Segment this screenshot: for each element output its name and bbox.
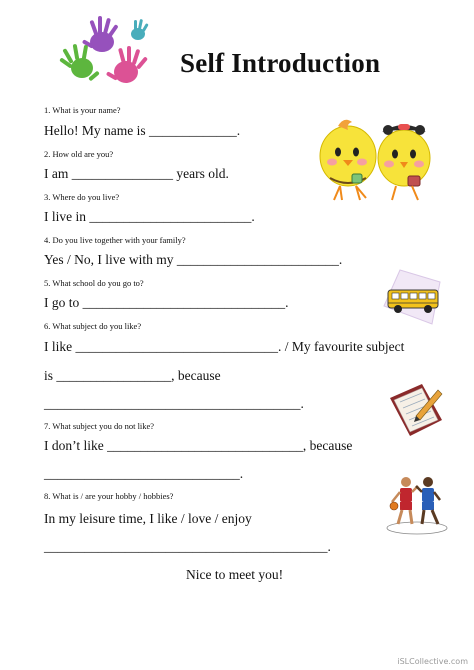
paper-pencil-image: [386, 380, 446, 440]
question-3: 3. Where do you live?: [44, 192, 120, 202]
answer-7: I don’t like _____________________________, because: [44, 438, 353, 453]
answer-8-line-2: __________________________________________.: [44, 539, 331, 554]
question-8: 8. What is / are your hobby / hobbies?: [44, 491, 174, 501]
chicks-image: [312, 104, 436, 208]
answer-6-line-3: ______________________________________.: [44, 396, 304, 411]
question-6: 6. What subject do you like?: [44, 321, 142, 331]
watermark-text: iSLCollective.com: [397, 657, 468, 666]
question-7: 7. What subject you do not like?: [44, 421, 155, 431]
answer-7-line-2: _____________________________.: [44, 466, 244, 481]
school-bus-image: [380, 266, 444, 328]
closing-text: Nice to meet you!: [186, 567, 284, 582]
basketball-players-image: [384, 472, 450, 536]
question-2: 2. How old are you?: [44, 149, 114, 159]
page-title: Self Introduction: [180, 48, 381, 78]
answer-8: In my leisure time, I like / love / enjoy: [44, 511, 252, 526]
answer-6: I like ______________________________. / My favourite subject: [44, 339, 405, 354]
question-1: 1. What is your name?: [44, 105, 121, 115]
question-4: 4. Do you live together with your family?: [44, 235, 186, 245]
answer-6-line-2: is _________________, because: [44, 368, 221, 383]
answer-3: I live in ________________________.: [44, 209, 255, 224]
answer-5: I go to ______________________________.: [44, 295, 289, 310]
handprints-image: [58, 12, 154, 96]
answer-1: Hello! My name is _____________.: [44, 123, 241, 138]
question-5: 5. What school do you go to?: [44, 278, 144, 288]
answer-2: I am _______________ years old.: [44, 166, 229, 181]
answer-4: Yes / No, I live with my ________________________.: [44, 252, 343, 267]
